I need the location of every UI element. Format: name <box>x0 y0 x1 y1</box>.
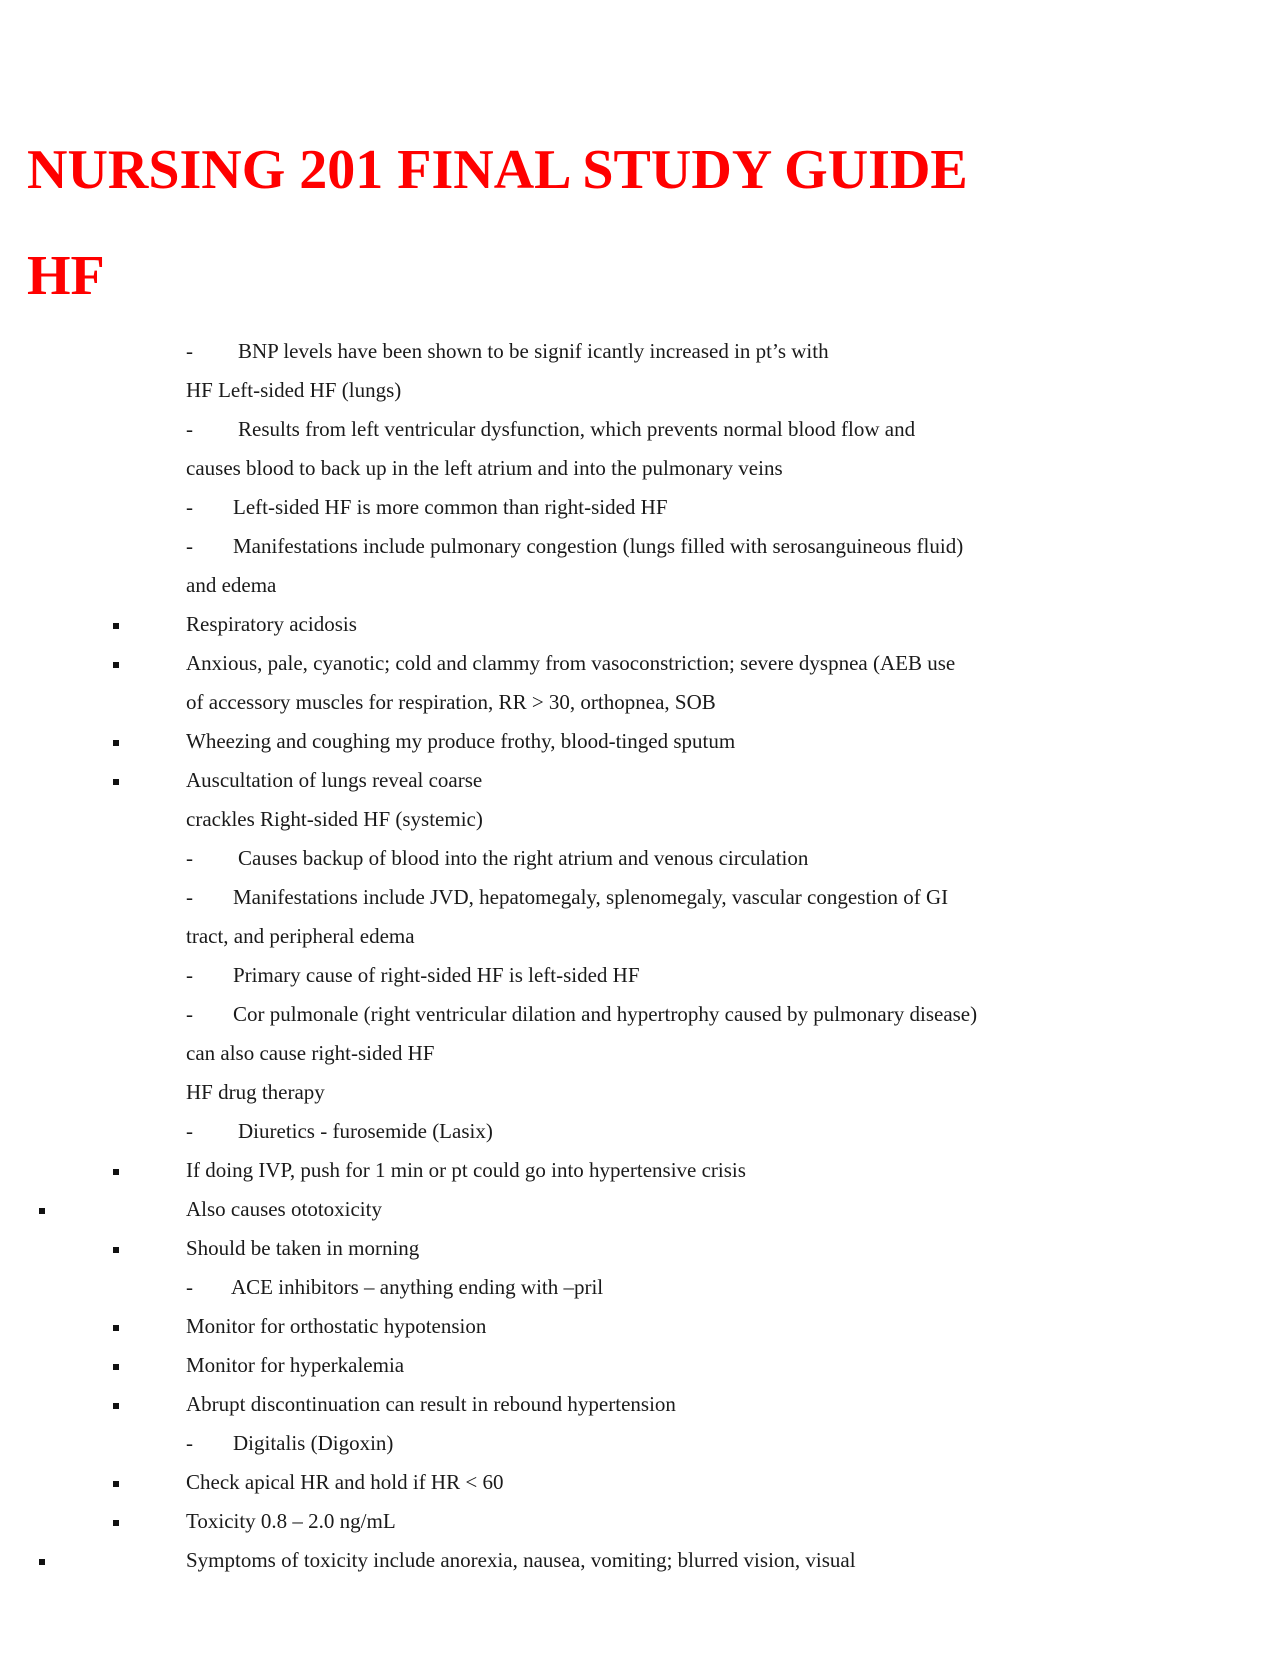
dash-marker: - <box>186 339 193 363</box>
list-item: Manifestations include JVD, hepatomegaly, splenomegaly, vascular congestion of GI <box>233 885 949 909</box>
list-item: ACE inhibitors – anything ending with –pril <box>231 1275 604 1299</box>
list-item: Diuretics - furosemide (Lasix) <box>238 1119 493 1143</box>
square-bullet-icon <box>113 779 119 785</box>
list-item: Primary cause of right-sided HF is left-sided HF <box>233 963 640 987</box>
square-bullet-icon <box>113 1325 119 1331</box>
dash-marker: - <box>186 1002 193 1026</box>
list-item: Respiratory acidosis <box>186 612 357 636</box>
dash-marker: - <box>186 963 193 987</box>
list-item: Check apical HR and hold if HR < 60 <box>186 1470 504 1494</box>
list-item: Left-sided HF is more common than right-sided HF <box>233 495 668 519</box>
list-item: crackles Right-sided HF (systemic) <box>186 807 483 831</box>
list-item: Manifestations include pulmonary congestion (lungs filled with serosanguineous fluid) <box>233 534 964 558</box>
list-item: HF drug therapy <box>186 1080 325 1104</box>
square-bullet-icon <box>113 1247 119 1253</box>
list-item: Should be taken in morning <box>186 1236 420 1260</box>
list-item: Auscultation of lungs reveal coarse <box>186 768 483 792</box>
dash-marker: - <box>186 885 193 909</box>
square-bullet-icon <box>39 1559 45 1565</box>
list-item: causes blood to back up in the left atrium and into the pulmonary veins <box>186 456 783 480</box>
section-heading-hf: HF <box>27 245 105 307</box>
list-item: Monitor for hyperkalemia <box>186 1353 405 1377</box>
list-item: Abrupt discontinuation can result in rebound hypertension <box>186 1392 676 1416</box>
document-title: NURSING 201 FINAL STUDY GUIDE <box>27 139 968 201</box>
square-bullet-icon <box>39 1208 45 1214</box>
list-item: Digitalis (Digoxin) <box>233 1431 394 1455</box>
list-item: Symptoms of toxicity include anorexia, nausea, vomiting; blurred vision, visual <box>186 1548 856 1572</box>
list-item: of accessory muscles for respiration, RR > 30, orthopnea, SOB <box>186 690 716 714</box>
dash-marker: - <box>186 495 193 519</box>
list-item: Results from left ventricular dysfunction, which prevents normal blood flow and <box>238 417 916 441</box>
list-item: tract, and peripheral edema <box>186 924 415 948</box>
list-item: Wheezing and coughing my produce frothy, blood-tinged sputum <box>186 729 736 753</box>
list-item: Cor pulmonale (right ventricular dilation and hypertrophy caused by pulmonary disease) <box>233 1002 978 1026</box>
list-item: and edema <box>186 573 277 597</box>
list-item: can also cause right-sided HF <box>186 1041 435 1065</box>
square-bullet-icon <box>113 1520 119 1526</box>
list-item: Also causes ototoxicity <box>186 1197 382 1221</box>
square-bullet-icon <box>113 1364 119 1370</box>
list-item: HF Left-sided HF (lungs) <box>186 378 402 402</box>
square-bullet-icon <box>113 1481 119 1487</box>
dash-marker: - <box>186 1119 193 1143</box>
square-bullet-icon <box>113 1169 119 1175</box>
dash-marker: - <box>186 846 193 870</box>
dash-marker: - <box>186 1431 193 1455</box>
list-item: Anxious, pale, cyanotic; cold and clammy from vasoconstriction; severe dyspnea (AEB use <box>186 651 956 675</box>
list-item: If doing IVP, push for 1 min or pt could go into hypertensive crisis <box>186 1158 746 1182</box>
list-item: Causes backup of blood into the right atrium and venous circulation <box>238 846 809 870</box>
square-bullet-icon <box>113 740 119 746</box>
dash-marker: - <box>186 534 193 558</box>
list-item: BNP levels have been shown to be signif icantly increased in pt’s with <box>238 339 829 363</box>
list-item: Monitor for orthostatic hypotension <box>186 1314 487 1338</box>
dash-marker: - <box>186 417 193 441</box>
square-bullet-icon <box>113 1403 119 1409</box>
list-item: Toxicity 0.8 – 2.0 ng/mL <box>186 1509 396 1533</box>
dash-marker: - <box>186 1275 193 1299</box>
square-bullet-icon <box>113 623 119 629</box>
square-bullet-icon <box>113 662 119 668</box>
